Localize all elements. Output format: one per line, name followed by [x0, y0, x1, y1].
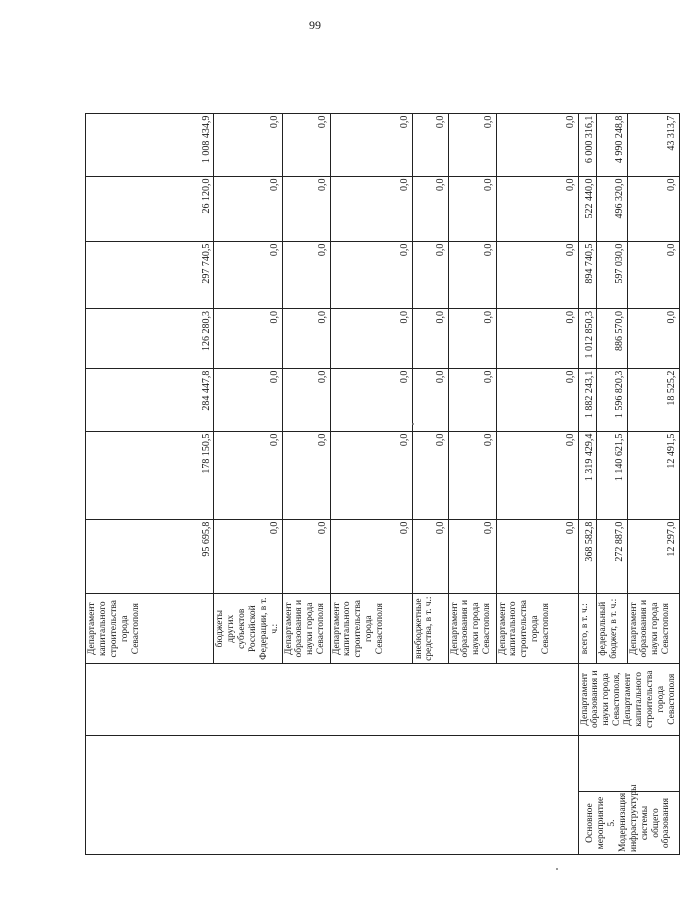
value-cell: 12 297,0: [627, 519, 679, 594]
funding-source-label: Департамент образования и науки города Севастополя: [448, 594, 496, 663]
value-cell: 0,0: [496, 113, 578, 176]
value-cell: 0,0: [282, 431, 330, 519]
value-cell: 95 695,8: [86, 519, 214, 594]
value-cell: 1 008 434,9: [86, 113, 214, 176]
value-cell: 272 887,0: [597, 519, 627, 594]
table-row: [578, 44, 597, 855]
value-cell: 0,0: [496, 368, 578, 431]
value-cell: 0,0: [282, 176, 330, 241]
value-cell: 178 150,5: [86, 431, 214, 519]
value-cell: 0,0: [214, 241, 283, 308]
value-cell: 0,0: [282, 368, 330, 431]
value-cell: 0,0: [412, 368, 448, 431]
funding-source-label: Департамент образования и науки города Севастополя: [627, 594, 679, 663]
value-cell: 0,0: [214, 308, 283, 368]
value-cell: 0,0: [448, 241, 496, 308]
funding-source-label: Департамент капитального строительства города Севастополя: [330, 594, 412, 663]
executor-cell: Департамент образования и науки города Севастополя, Департамент капитального строительства города Севастополя: [578, 663, 679, 735]
funding-source-label: всего, в т. ч.:: [578, 594, 597, 663]
value-cell: 0,0: [214, 113, 283, 176]
value-cell: 368 582,8: [578, 519, 597, 594]
value-cell: 0,0: [412, 176, 448, 241]
value-cell: 0,0: [330, 241, 412, 308]
value-cell: 0,0: [496, 308, 578, 368]
value-cell: 0,0: [330, 368, 412, 431]
value-cell: 522 440,0: [578, 176, 597, 241]
value-cell: 0,0: [330, 519, 412, 594]
scan-artifact: [556, 868, 558, 870]
value-cell: 0,0: [330, 308, 412, 368]
table-row: [86, 44, 214, 855]
budget-table: [85, 43, 680, 855]
value-cell: 0,0: [282, 241, 330, 308]
value-cell: 0,0: [448, 176, 496, 241]
value-cell: 0,0: [412, 241, 448, 308]
value-cell: 126 280,3: [86, 308, 214, 368]
value-cell: 0,0: [627, 308, 679, 368]
value-cell: 0,0: [282, 308, 330, 368]
funding-source-label: федеральный бюджет, в т. ч.:: [597, 594, 627, 663]
value-cell: 0,0: [282, 519, 330, 594]
value-cell: 0,0: [448, 519, 496, 594]
value-cell: 0,0: [214, 431, 283, 519]
value-cell: 43 313,7: [627, 113, 679, 176]
value-cell: 0,0: [412, 519, 448, 594]
value-cell: 1 140 621,5: [597, 431, 627, 519]
page-number: 99: [309, 18, 321, 32]
value-cell: 0,0: [214, 519, 283, 594]
value-cell: 0,0: [214, 176, 283, 241]
value-cell: 0,0: [627, 241, 679, 308]
funding-source-label: бюджеты других субъектов Российской Федерации, в т. ч.:: [214, 594, 283, 663]
value-cell: 0,0: [448, 368, 496, 431]
value-cell: 0,0: [330, 431, 412, 519]
budget-table-rotated: [85, 43, 678, 855]
value-cell: 0,0: [448, 308, 496, 368]
value-cell: 0,0: [412, 113, 448, 176]
value-cell: 0,0: [627, 176, 679, 241]
empty-activity-cell: [86, 735, 579, 854]
empty-executor-cell: [86, 663, 579, 735]
value-cell: 1 319 429,4: [578, 431, 597, 519]
value-cell: 597 030,0: [597, 241, 627, 308]
value-cell: 284 447,8: [86, 368, 214, 431]
value-cell: 0,0: [412, 308, 448, 368]
value-cell: 1 012 850,3: [578, 308, 597, 368]
value-cell: 0,0: [282, 113, 330, 176]
funding-source-label: Департамент образования и науки города Севастополя: [282, 594, 330, 663]
value-cell: 496 320,0: [597, 176, 627, 241]
value-cell: 0,0: [496, 519, 578, 594]
value-cell: 886 570,0: [597, 308, 627, 368]
value-cell: 18 525,2: [627, 368, 679, 431]
value-cell: 0,0: [448, 113, 496, 176]
value-cell: 297 740,5: [86, 241, 214, 308]
value-cell: 4 990 248,8: [597, 113, 627, 176]
value-cell: 0,0: [214, 368, 283, 431]
value-cell: 0,0: [330, 113, 412, 176]
value-cell: 6 000 316,1: [578, 113, 597, 176]
value-cell: 0,0: [448, 431, 496, 519]
value-cell: 26 120,0: [86, 176, 214, 241]
activity-title: Основное мероприятие 5. Модернизация инфраструктуры системы общего образования: [578, 792, 679, 855]
value-cell: 0,0: [496, 176, 578, 241]
value-cell: 0,0: [496, 431, 578, 519]
value-cell: 0,0: [496, 241, 578, 308]
funding-source-label: Департамент капитального строительства города Севастополя: [496, 594, 578, 663]
funding-source-label: Департамент капитального строительства города Севастополя: [86, 594, 214, 663]
funding-source-label: внебюджетные средства, в т. ч.:: [412, 594, 448, 663]
value-cell: 1 596 820,3: [597, 368, 627, 431]
scan-artifact: [412, 423, 414, 425]
value-cell: 12 491,5: [627, 431, 679, 519]
value-cell: 894 740,5: [578, 241, 597, 308]
value-cell: 0,0: [412, 431, 448, 519]
value-cell: 0,0: [330, 176, 412, 241]
value-cell: 1 882 243,1: [578, 368, 597, 431]
